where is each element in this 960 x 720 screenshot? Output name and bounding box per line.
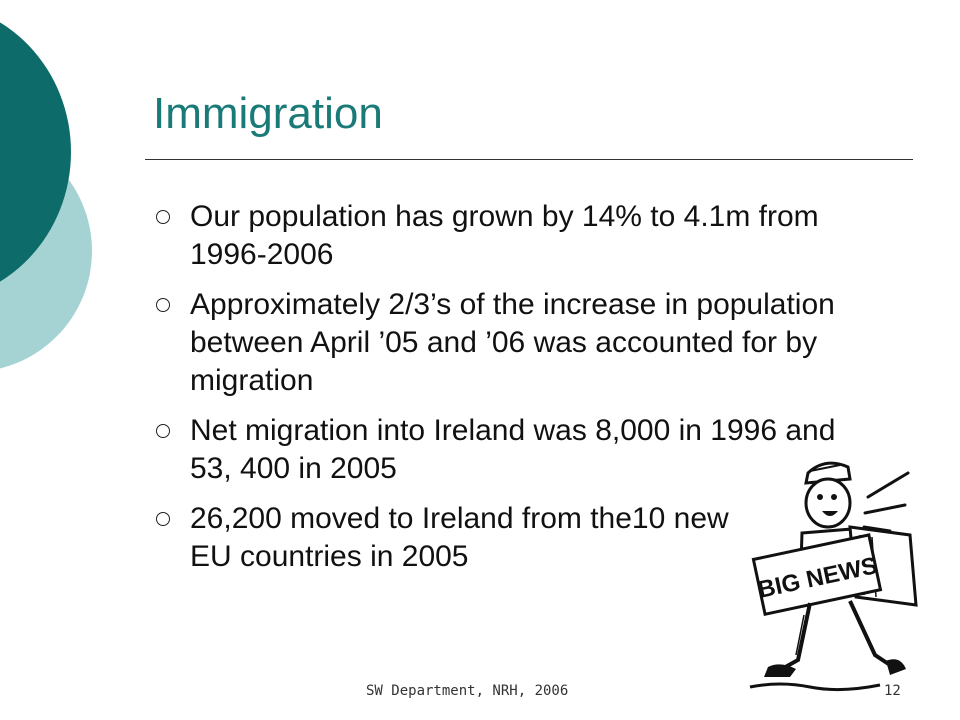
slide-footer: SW Department, NRH, 2006 — [366, 683, 569, 699]
slide-title: Immigration — [153, 89, 383, 138]
bullet-item — [150, 286, 850, 400]
page-number: 12 — [884, 683, 901, 699]
bullet-item — [150, 198, 890, 274]
circle-bullet-icon — [156, 512, 170, 526]
circle-bullet-icon — [156, 298, 170, 312]
circle-bullet-icon — [156, 424, 170, 438]
title-divider — [145, 159, 913, 160]
bullet-item — [150, 500, 730, 576]
bullet-text: Approximately 2/3’s of the increase in population between April ’05 and ’06 was accounted for by migration — [190, 288, 835, 397]
newsboy-cartoon-icon — [740, 455, 945, 700]
bullet-text: Net migration into Ireland was 8,000 in 1996 and 53, 400 in 2005 — [190, 414, 836, 485]
bullet-text: Our population has grown by 14% to 4.1m from 1996-2006 — [190, 200, 819, 271]
bullet-text: 26,200 moved to Ireland from the10 new EU countries in 2005 — [190, 502, 729, 573]
sign-text: BIG NEWS — [755, 552, 880, 604]
circle-bullet-icon — [156, 210, 170, 224]
